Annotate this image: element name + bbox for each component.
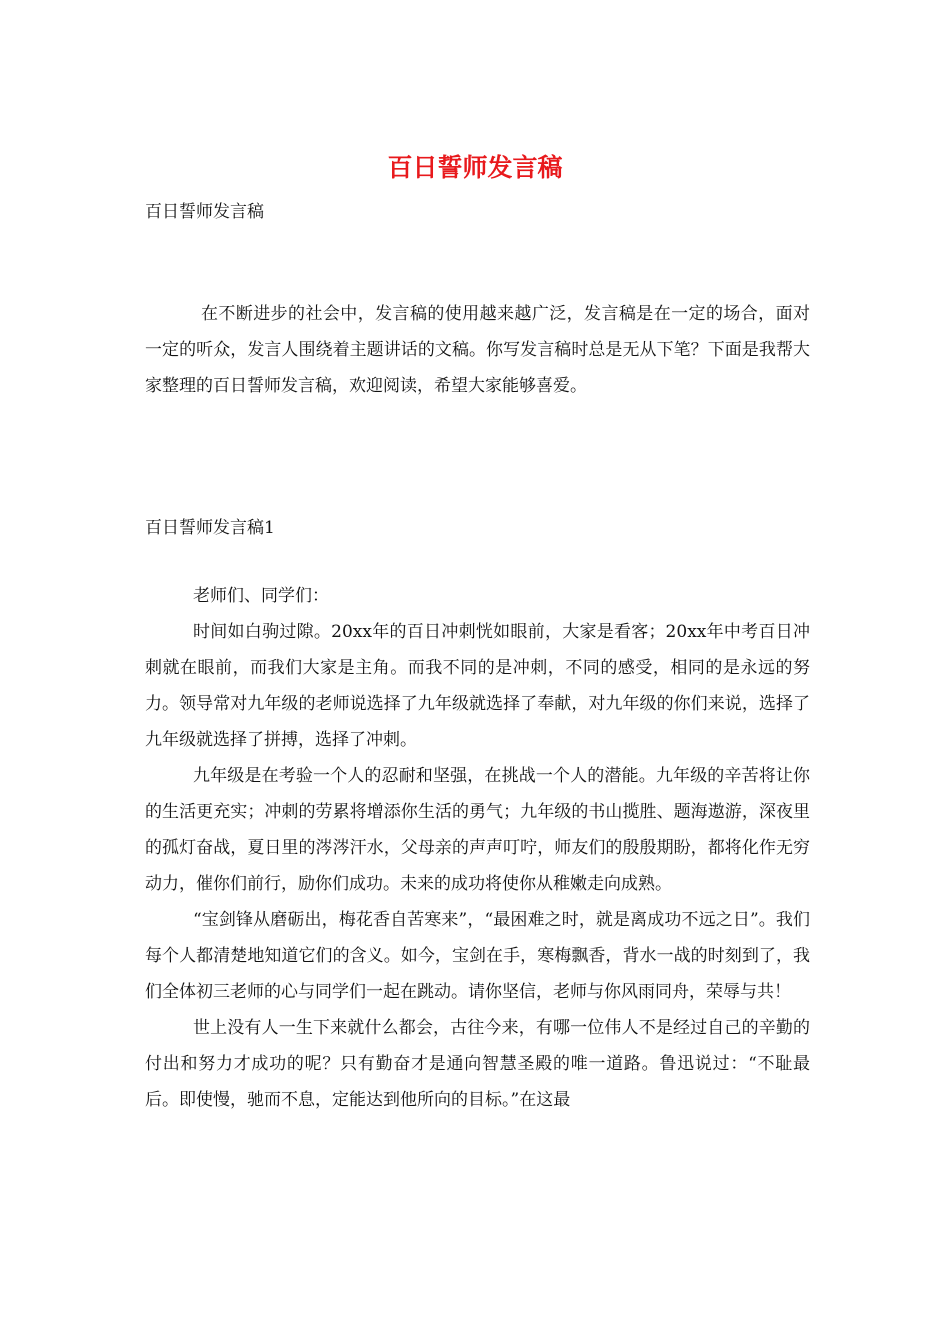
section-heading: 百日誓师发言稿1: [145, 518, 275, 538]
speech-body: [145, 578, 810, 1118]
document-title: 百日誓师发言稿: [387, 153, 563, 182]
salutation: 老师们、同学们：: [193, 586, 329, 606]
intro-paragraph: 在不断进步的社会中，发言稿的使用越来越广泛，发言稿是在一定的场合，面对一定的听众，发言人围绕着主题讲话的文稿。你写发言稿时总是无从下笔？下面是我帮大家整理的百日誓师发言稿，欢迎阅读，希望大家能够喜爱。: [145, 304, 810, 396]
body-paragraph: “宝剑锋从磨砺出，梅花香自苦寒来”，“最困难之时，就是离成功不远之日”。我们每个人都清楚地知道它们的含义。如今，宝剑在手，寒梅飘香，背水一战的时刻到了，我们全体初三老师的心与同学们一起在跳动。请你坚信，老师与你风雨同舟，荣辱与共！: [145, 910, 810, 1002]
body-paragraph: 世上没有人一生下来就什么都会，古往今来，有哪一位伟人不是经过自己的辛勤的付出和努力才成功的呢？只有勤奋才是通向智慧圣殿的唯一道路。鲁迅说过：“不耻最后。即使慢，驰而不息，定能达到他所向的目标。”在这最: [145, 1018, 810, 1110]
body-paragraph: 九年级是在考验一个人的忍耐和坚强，在挑战一个人的潜能。九年级的辛苦将让你的生活更充实；冲刺的劳累将增添你生活的勇气；九年级的书山揽胜、题海遨游，深夜里的孤灯奋战，夏日里的涔涔汗水，父母亲的声声叮咛，师友们的殷殷期盼，都将化作无穷动力，催你们前行，励你们成功。未来的成功将使你从稚嫩走向成熟。: [145, 766, 810, 894]
body-paragraph: 时间如白驹过隙。20xx年的百日冲刺恍如眼前，大家是看客；20xx年中考百日冲刺就在眼前，而我们大家是主角。而我不同的是冲刺，不同的感受，相同的是永远的努力。领导常对九年级的老师说选择了九年级就选择了奉献，对九年级的你们来说，选择了九年级就选择了拼搏，选择了冲刺。: [145, 622, 810, 750]
document-subtitle: 百日誓师发言稿: [145, 202, 264, 222]
